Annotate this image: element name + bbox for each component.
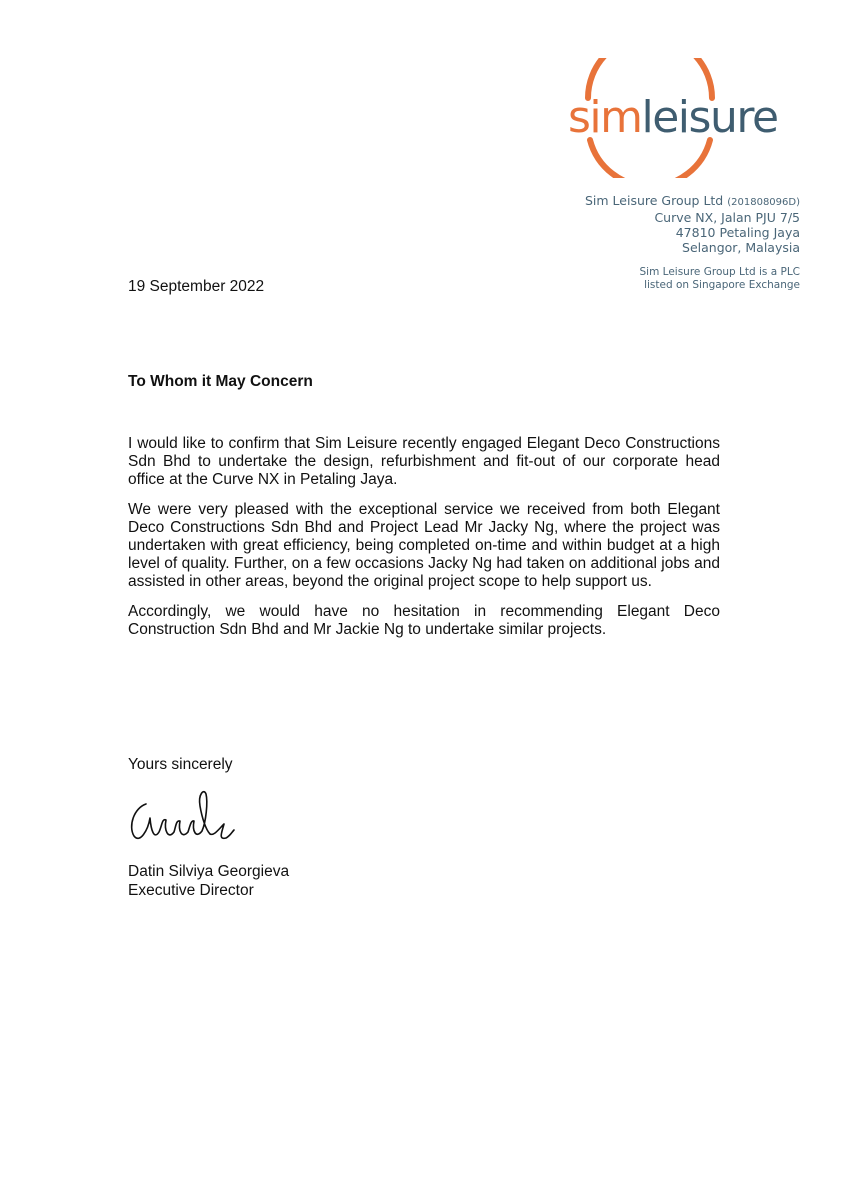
handwritten-signature-icon (126, 786, 241, 846)
company-address-block (585, 193, 800, 291)
letter-date: 19 September 2022 (128, 278, 265, 295)
logo-text-sim: sim (568, 92, 642, 143)
body-paragraph-2: We were very pleased with the exceptional service we received from both Elegant Deco Constructions Sdn Bhd and Project Lead Mr Jacky Ng, where the project was undertaken with great efficiency, being completed on-time and within budget at a high level of quality. Further, on a few occasions Jacky Ng had taken on additional jobs and assisted in other areas, beyond the original project scope to help support us. (128, 501, 720, 590)
letter-body (128, 435, 720, 651)
listing-note-line-2: listed on Singapore Exchange (644, 278, 800, 291)
body-paragraph-3: Accordingly, we would have no hesitation in recommending Elegant Deco Construction Sdn Bhd and Mr Jackie Ng to undertake similar projects. (128, 603, 720, 638)
address-line-1: Curve NX, Jalan PJU 7/5 (654, 210, 800, 225)
body-paragraph-1: I would like to confirm that Sim Leisure recently engaged Elegant Deco Constructions Sdn Bhd to undertake the design, refurbishment and fit-out of our corporate head office at the Curve NX in Petaling Jaya. (128, 435, 720, 488)
signatory-title: Executive Director (128, 882, 254, 899)
letter-closing: Yours sincerely (128, 756, 233, 773)
signatory-block (128, 862, 289, 900)
signatory-name: Datin Silviya Georgieva (128, 863, 290, 880)
company-name-line (585, 193, 800, 210)
company-registration: (201808096D) (727, 197, 800, 208)
letter-salutation: To Whom it May Concern (128, 373, 313, 390)
logo-wordmark (568, 88, 778, 148)
company-listing-note (585, 266, 800, 291)
address-line-2: 47810 Petaling Jaya (675, 225, 800, 240)
address-line-3: Selangor, Malaysia (682, 240, 800, 255)
company-logo (560, 58, 810, 178)
listing-note-line-1: Sim Leisure Group Ltd is a PLC (639, 266, 800, 278)
company-name: Sim Leisure Group Ltd (584, 193, 724, 208)
logo-text-leisure: leisure (641, 92, 778, 143)
